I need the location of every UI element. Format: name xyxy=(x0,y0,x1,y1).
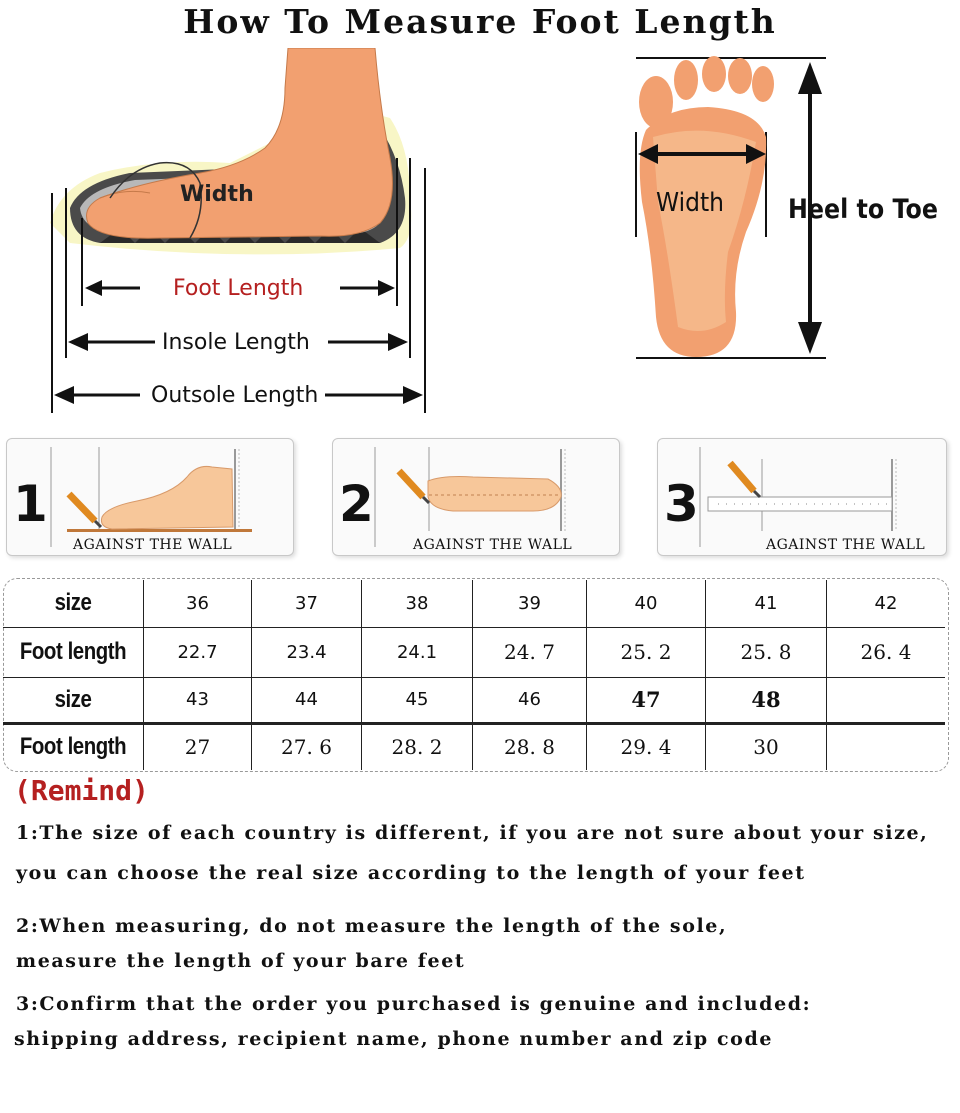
table-cell: 40 xyxy=(587,580,706,627)
table-cell: 24.1 xyxy=(362,627,473,677)
remind-line-6: shipping address, recipient name, phone number and zip code xyxy=(14,1028,774,1050)
step-number: 3 xyxy=(664,475,699,533)
step-number: 1 xyxy=(13,475,48,533)
table-cell: 26. 4 xyxy=(827,627,946,677)
table-cell: 27. 6 xyxy=(252,723,362,770)
table-cell xyxy=(827,677,946,723)
table-cell: 45 xyxy=(362,677,473,723)
table-cell: 36 xyxy=(144,580,252,627)
row-header: Foot length xyxy=(14,723,133,770)
table-cell: 24. 7 xyxy=(473,627,587,677)
table-cell: 37 xyxy=(252,580,362,627)
table-row xyxy=(3,677,945,723)
heel-to-toe-label: Heel to Toe xyxy=(788,194,938,225)
step-3-caption: AGAINST THE WALL xyxy=(766,537,926,553)
remind-line-3: 2:When measuring, do not measure the length of the sole, xyxy=(16,915,728,937)
table-cell: 48 xyxy=(706,677,827,723)
table-cell xyxy=(827,723,946,770)
step-1-panel xyxy=(6,438,294,556)
table-cell: 28. 8 xyxy=(473,723,587,770)
table-cell: 22.7 xyxy=(144,627,252,677)
step-2-panel xyxy=(332,438,620,556)
step-number: 2 xyxy=(339,475,374,533)
table-cell: 44 xyxy=(252,677,362,723)
table-cell: 25. 8 xyxy=(706,627,827,677)
step-3-panel xyxy=(657,438,947,556)
table-cell: 29. 4 xyxy=(587,723,706,770)
sole-view-diagram xyxy=(628,52,958,372)
step-1-caption: AGAINST THE WALL xyxy=(73,537,233,553)
sole-width-label: Width xyxy=(656,188,724,218)
outsole-length-label: Outsole Length xyxy=(151,383,319,408)
foot-length-label: Foot Length xyxy=(173,276,304,301)
width-label: Width xyxy=(180,182,254,207)
shoe-side-illustration xyxy=(40,48,440,418)
table-cell: 41 xyxy=(706,580,827,627)
row-header: size xyxy=(14,677,133,723)
table-row xyxy=(3,627,945,677)
page-title: How To Measure Foot Length xyxy=(183,2,777,41)
table-cell: 47 xyxy=(587,677,706,723)
row-header: size xyxy=(14,580,133,627)
table-cell: 30 xyxy=(706,723,827,770)
table-row xyxy=(3,723,945,770)
table-cell: 25. 2 xyxy=(587,627,706,677)
table-cell: 23.4 xyxy=(252,627,362,677)
side-view-diagram xyxy=(40,48,440,418)
table-cell: 39 xyxy=(473,580,587,627)
remind-heading: (Remind) xyxy=(14,774,149,807)
remind-line-4: measure the length of your bare feet xyxy=(16,950,466,972)
table-cell: 46 xyxy=(473,677,587,723)
table-cell: 43 xyxy=(144,677,252,723)
table-row xyxy=(3,580,945,627)
step-2-caption: AGAINST THE WALL xyxy=(413,537,573,553)
table-cell: 42 xyxy=(827,580,946,627)
remind-line-5: 3:Confirm that the order you purchased is genuine and included: xyxy=(16,993,812,1015)
remind-line-2: you can choose the real size according to the length of your feet xyxy=(16,862,806,884)
remind-line-1: 1:The size of each country is different, if you are not sure about your size, xyxy=(16,822,929,844)
table-cell: 38 xyxy=(362,580,473,627)
size-chart-table xyxy=(3,580,945,770)
row-header: Foot length xyxy=(14,627,133,677)
table-cell: 27 xyxy=(144,723,252,770)
insole-length-label: Insole Length xyxy=(162,330,310,355)
table-cell: 28. 2 xyxy=(362,723,473,770)
